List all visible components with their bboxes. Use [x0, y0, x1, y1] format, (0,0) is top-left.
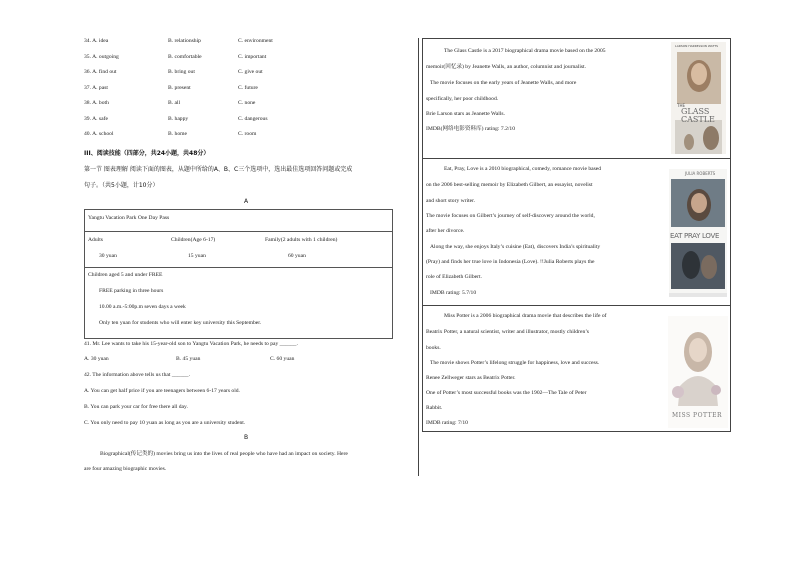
question-38 — [84, 100, 396, 112]
option-b: B. all — [168, 100, 181, 106]
poster-cast: LARSON HARRELSON WATTS — [675, 44, 718, 48]
question-39 — [84, 116, 396, 128]
movie-text: Miss Potter is a 2006 biographical drama movie that describes the life of — [444, 313, 607, 319]
option-c: C. future — [238, 84, 258, 91]
movie-text: The movie focuses on the early years of Jeanette Walls, and more — [430, 80, 577, 86]
children-header: Children(Age 6-17) — [171, 237, 216, 243]
imdb-rating: IMDB rating: 5.7/10 — [430, 290, 477, 296]
q42-option-c: C. You only need to pay 10 yuan as long as you are a university student. — [84, 420, 246, 426]
option-c: C. room — [238, 131, 257, 137]
hours-note: 10.00 a.m.-5:00p.m seven days a week — [99, 304, 186, 310]
movie-text: after her divorce. — [426, 228, 465, 234]
movie-text: The movie focuses on Gilbert’s journey of self-discovery around the world, — [426, 213, 595, 219]
option-c: C. important — [238, 53, 267, 60]
movie-text: The Glass Castle is a 2017 biographical drama movie based on the 2005 — [444, 48, 606, 54]
option-a: 37. A. past — [84, 84, 108, 91]
question-37 — [84, 85, 396, 97]
movie-text: One of Potter’s most successful books was the 1902—The Tale of Peter — [426, 390, 587, 396]
movie-text: The movie shows Potter’s lifelong struggle for happiness, love and success. — [430, 360, 600, 366]
movie-list — [422, 38, 731, 432]
option-c: C. give out — [238, 69, 263, 75]
poster-cast: JULIA ROBERTS — [685, 171, 716, 176]
movie-text: books. — [426, 345, 441, 351]
movie-text: Brie Larson stars as Jeanette Walls. — [426, 111, 505, 117]
table-title: Yangtu Vacation Park One Day Pass — [88, 215, 170, 221]
adults-price: 30 yuan — [99, 253, 117, 259]
table-rule — [85, 267, 392, 268]
poster-title: MISS POTTER — [672, 412, 723, 419]
option-c: C. dangerous — [238, 115, 268, 122]
imdb-rating: IMDB rating: 7/10 — [426, 420, 468, 426]
passage-b-label: B — [244, 434, 249, 441]
free-note: Children aged 5 and under FREE — [88, 272, 163, 278]
question-34 — [84, 38, 396, 50]
movie-text: role of Elizabeth Gilbert. — [426, 274, 482, 280]
option-b: B. bring out — [168, 69, 195, 75]
option-a: 40. A. school — [84, 131, 114, 137]
poster-art — [671, 42, 726, 154]
option-b: B. present — [168, 84, 191, 91]
option-c: C. environment — [238, 38, 273, 44]
student-note: Only ten yuan for students who will enter key university this September. — [99, 320, 262, 326]
adults-header: Adults — [88, 237, 103, 243]
movie-text: Renee Zellweger stars as Beatrix Potter. — [426, 375, 516, 381]
option-c: C. none — [238, 100, 256, 106]
movie-text: and short story writer. — [426, 198, 476, 204]
movie-text: Eat, Pray, Love is a 2010 biographical, comedy, romance movie based — [444, 166, 602, 172]
q41-option-b: B. 45 yuan — [176, 356, 201, 362]
question-40 — [84, 131, 396, 143]
children-price: 15 yuan — [188, 253, 206, 259]
option-a: 34. A. idea — [84, 38, 109, 44]
table-rule — [85, 231, 392, 232]
passage-b-intro: Biographical(传记类的) movies bring us into the lives of real people who have had an impact on society. Here — [100, 451, 348, 457]
eat-pray-love-poster — [669, 169, 727, 297]
option-b: B. happy — [168, 115, 189, 122]
passage-a-label: A — [244, 198, 249, 205]
movie-text: on the 2006 best-selling memoir by Elizabeth Gilbert, an essayist, novelist — [426, 182, 593, 188]
option-a: 35. A. outgoing — [84, 53, 119, 60]
glass-castle-poster — [671, 42, 726, 154]
column-divider — [418, 38, 419, 476]
option-a: 38. A. both — [84, 100, 109, 106]
movie-text: memoir(回忆录) by Jeanette Walls, an author, columnist and journalist. — [426, 64, 587, 70]
question-41: 41. Mr. Lee wants to take his 15-year-old son to Yangtu Vacation Park, he needs to pay ______. — [84, 341, 298, 347]
parking-note: FREE parking in three hours — [99, 288, 164, 294]
movie-eat-pray-love — [423, 159, 730, 304]
movie-miss-potter — [423, 306, 730, 431]
movie-text: (Pray) and finds her true love in Indonesia (Love). !!Julia Roberts plays the — [426, 259, 595, 265]
q41-option-c: C. 60 yuan — [270, 356, 295, 362]
option-b: B. relationship — [168, 38, 201, 44]
option-a: 36. A. find out — [84, 69, 117, 75]
q41-option-a: A. 30 yuan — [84, 356, 109, 362]
family-price: 60 yuan — [288, 253, 306, 259]
movie-text: Beatrix Potter, a natural scientist, writer and illustrator, mostly children’s — [426, 329, 589, 335]
passage-b-intro-cont: are four amazing biographic movies. — [84, 466, 167, 472]
ticket-table — [84, 209, 393, 339]
poster-title: GLASS — [681, 107, 710, 116]
question-36 — [84, 69, 396, 81]
question-42: 42. The information above tells us that ______. — [84, 372, 191, 378]
q42-option-a: A. You can get half price if you are teenagers between 6-17 years old. — [84, 388, 240, 394]
poster-title: EAT PRAY LOVE — [670, 232, 720, 240]
option-a: 39. A. safe — [84, 115, 108, 122]
option-b: B. comfortable — [168, 53, 202, 60]
movie-glass-castle — [423, 39, 730, 157]
section-title: III、阅读技能（四部分，共24小题，共48分） — [84, 150, 210, 157]
poster-title: CASTLE — [681, 115, 715, 124]
movie-text: Along the way, she enjoys Italy’s cuisine (Eat), discovers India’s spirituality — [430, 244, 601, 250]
question-35 — [84, 54, 396, 66]
imdb-rating: IMDB(网络电影资料库) rating: 7.2/10 — [426, 126, 516, 132]
movie-text: specifically, her poor childhood. — [426, 96, 499, 102]
movie-text: Rabbit. — [426, 405, 443, 411]
option-b: B. home — [168, 131, 187, 137]
q42-option-b: B. You can park your car for free there all day. — [84, 404, 188, 410]
family-header: Family(2 adults with 1 children) — [265, 237, 338, 243]
part1-instruction-cont: 句子。（共5小题，计10分） — [84, 182, 159, 189]
part1-instruction: 第一节 图表理解 阅读下面的图表，从题中所给的A、B、C三个选项中，选出最佳选项回答问题或完成 — [84, 166, 353, 173]
miss-potter-poster — [668, 316, 728, 428]
poster-title: THE — [677, 103, 685, 108]
